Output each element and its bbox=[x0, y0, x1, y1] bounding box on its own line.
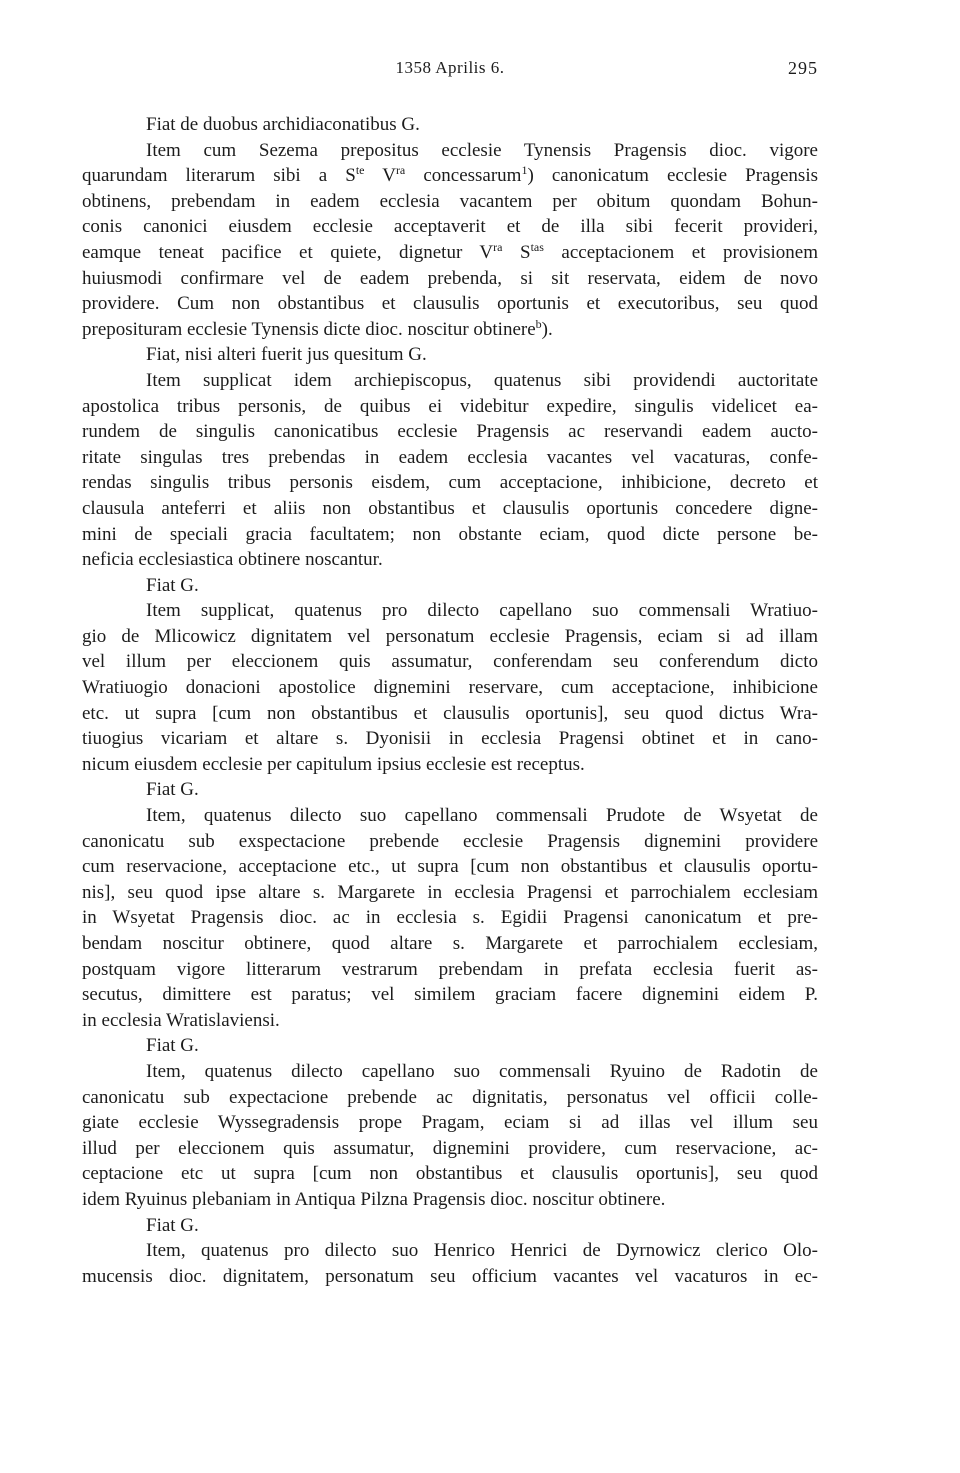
text-line: nicum eiusdem ecclesie per capitulum ipsius ecclesie est receptus. bbox=[82, 753, 585, 775]
text-line: rendas singulis tribus personis eisdem, cum acceptacione, inhibicione, decreto et bbox=[82, 472, 818, 494]
text-line: ritate singulas tres prebendas in eadem ecclesia vacantes vel vacaturas, confe- bbox=[82, 446, 818, 468]
text-line: nis], seu quod ipse altare s. Margarete in ecclesia Pragensi et parrochialem ecclesiam bbox=[82, 881, 818, 903]
text-line: quarundam literarum sibi a $S^{te}$ $V^{ra}$ concessarum$^1$) canonicatum ecclesie Pragensis bbox=[82, 163, 818, 187]
text-line: Item, quatenus dilecto capellano suo commensali Ryuino de Radotin de bbox=[146, 1060, 818, 1082]
text-line: idem Ryuinus plebaniam in Antiqua Pilzna Pragensis dioc. noscitur obtinere. bbox=[82, 1188, 666, 1210]
text-line: neficia ecclesiastica obtinere noscantur. bbox=[82, 549, 383, 571]
text-line: etc. ut supra [cum non obstantibus et clausulis oportunis], seu quod dictus Wra- bbox=[82, 702, 818, 724]
text-line: in ecclesia Wratislaviensi. bbox=[82, 1009, 280, 1031]
text-line: Item, quatenus pro dilecto suo Henrico Henrici de Dyrnowicz clerico Olo- bbox=[146, 1240, 818, 1262]
text-line: in Wsyetat Pragensis dioc. ac in ecclesia s. Egidii Pragensi canonicatum et pre- bbox=[82, 907, 818, 929]
text-line: ceptacione etc ut supra [cum non obstantibus et clausulis oportunis], seu quod bbox=[82, 1163, 818, 1185]
text-line: Wratiuogio donacioni apostolice dignemini reservare, cum acceptacione, inhibicione bbox=[82, 677, 818, 699]
text-line: canonicatu sub exspectacione prebende ecclesie Pragensis dignemini providere bbox=[82, 830, 818, 852]
text-line: gio de Mlicowicz dignitatem vel personatum ecclesie Pragensis, eciam si ad illam bbox=[82, 625, 818, 647]
text-line: Fiat G. bbox=[146, 574, 199, 596]
text-line: Fiat G. bbox=[146, 779, 199, 801]
text-line: obtinens, prebendam in eadem ecclesia vacantem per obitum quondam Bohun- bbox=[82, 190, 818, 212]
text-line: providere. Cum non obstantibus et clausulis oportunis et executoribus, seu quod bbox=[82, 293, 818, 315]
text-line: postquam vigore litterarum vestrarum prebendam in prefata ecclesia fuerit as- bbox=[82, 958, 818, 980]
text-line: Item cum Sezema prepositus ecclesie Tynensis Pragensis dioc. vigore bbox=[146, 139, 818, 161]
text-line: Item, quatenus dilecto suo capellano commensali Prudote de Wsyetat de bbox=[146, 805, 818, 827]
text-line: Item supplicat, quatenus pro dilecto capellano suo commensali Wratiuo- bbox=[146, 600, 818, 622]
text-line: Item supplicat idem archiepiscopus, quatenus sibi providendi auctoritate bbox=[146, 369, 818, 391]
text-line: huiusmodi confirmare vel de eadem prebenda, si sit reservata, eidem de novo bbox=[82, 267, 818, 289]
text-line: cum reservacione, acceptacione etc., ut supra [cum non obstantibus et clausulis oportu- bbox=[82, 856, 818, 878]
page-header bbox=[82, 58, 818, 82]
text-line: mucensis dioc. dignitatem, personatum seu officium vacantes vel vacaturos in ec- bbox=[82, 1265, 818, 1287]
text-line: Fiat de duobus archidiaconatibus G. bbox=[146, 114, 420, 135]
text-line: clausula anteferri et aliis non obstantibus et clausulis oportunis concedere digne- bbox=[82, 497, 818, 519]
page-number: 295 bbox=[788, 58, 818, 78]
text-line: preposituram ecclesie Tynensis dicte dioc. noscitur obtinere$^b$). bbox=[82, 316, 553, 340]
text-line: Fiat, nisi alteri fuerit jus quesitum G. bbox=[146, 344, 427, 366]
text-line: canonicatu sub expectacione prebende ac dignitatis, personatus vel officii colle- bbox=[82, 1086, 818, 1108]
text-line: conis canonici eiusdem ecclesie acceptaverit et de illa sibi fecerit provideri, bbox=[82, 216, 818, 238]
text-line: vel illum per eleccionem quis assumatur, conferendam seu conferendum dicto bbox=[82, 651, 818, 673]
text-line: apostolica tribus personis, de quibus ei videbitur expedire, singulis videlicet ea- bbox=[82, 395, 818, 417]
text-line: rundem de singulis canonicatibus ecclesie Pragensis ac reservandi eadem aucto- bbox=[82, 421, 818, 443]
text-line: illud per eleccionem quis assumatur, dignemini providere, cum reservacione, ac- bbox=[82, 1137, 818, 1159]
document-body bbox=[82, 112, 818, 1289]
text-line: tiuogius vicariam et altare s. Dyonisii in ecclesia Pragensi obtinet et in cano- bbox=[82, 728, 818, 750]
running-head: 1358 Aprilis 6. bbox=[395, 58, 505, 77]
text-line: mini de speciali gracia facultatem; non obstante eciam, quod dicte persone be- bbox=[82, 523, 818, 545]
text-line: giate ecclesie Wyssegradensis prope Pragam, eciam si ad illas vel illum seu bbox=[82, 1112, 818, 1134]
text-line: Fiat G. bbox=[146, 1035, 199, 1057]
text-line: Fiat G. bbox=[146, 1214, 199, 1236]
text-line: bendam noscitur obtinere, quod altare s. Margarete et parrochialem ecclesiam, bbox=[82, 933, 818, 954]
text-line: secutus, dimittere est paratus; vel similem graciam facere dignemini eidem P. bbox=[82, 984, 818, 1006]
text-line: eamque teneat pacifice et quiete, dignetur $V^{ra}$ $S^{tas}$ acceptacionem et provisionem bbox=[82, 239, 818, 263]
